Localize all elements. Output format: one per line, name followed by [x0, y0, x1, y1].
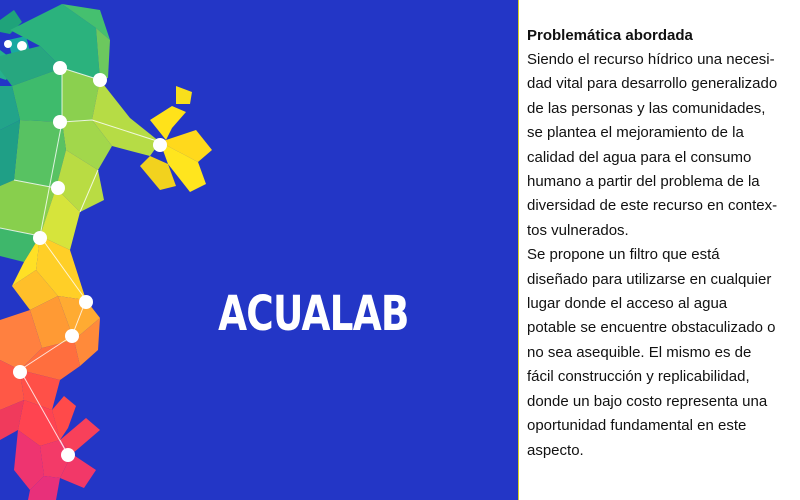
text-line: diversidad de este recurso en contex- — [527, 197, 778, 215]
text-line: dad vital para desarrollo generalizado — [527, 75, 778, 93]
text-line: calidad del agua para el consumo — [527, 148, 752, 166]
text-line: Siendo el recurso hídrico una necesi- — [527, 51, 775, 68]
text-line: diseñado para utilizarse en cualquier — [527, 270, 772, 288]
text-line: potable se encuentre obstaculizado o — [527, 319, 776, 337]
text-line: humano a partir del problema de la — [527, 173, 760, 191]
brand-logo-text: ACUALAB — [218, 286, 409, 342]
description-panel — [527, 24, 789, 463]
paragraph-problem — [527, 48, 789, 243]
text-line: tos vulnerados. — [527, 221, 629, 239]
text-line: no sea asequible. El mismo es de — [527, 343, 752, 361]
panel-divider — [518, 0, 519, 500]
text-line: aspecto. — [527, 441, 584, 459]
text-line: lugar donde el acceso al agua — [527, 295, 728, 313]
text-line: se plantea el mejoramiento de la — [527, 124, 744, 142]
text-line: donde un bajo costo representa una — [527, 392, 768, 410]
text-line: de las personas y las comunidades, — [527, 99, 766, 117]
paragraph-proposal — [527, 243, 789, 463]
text-line: oportunidad fundamental en este — [527, 417, 747, 435]
text-line: fácil construcción y replicabilidad, — [527, 368, 750, 386]
section-title: Problemática abordada — [527, 27, 693, 44]
text-line: Se propone un filtro que está — [527, 246, 720, 264]
